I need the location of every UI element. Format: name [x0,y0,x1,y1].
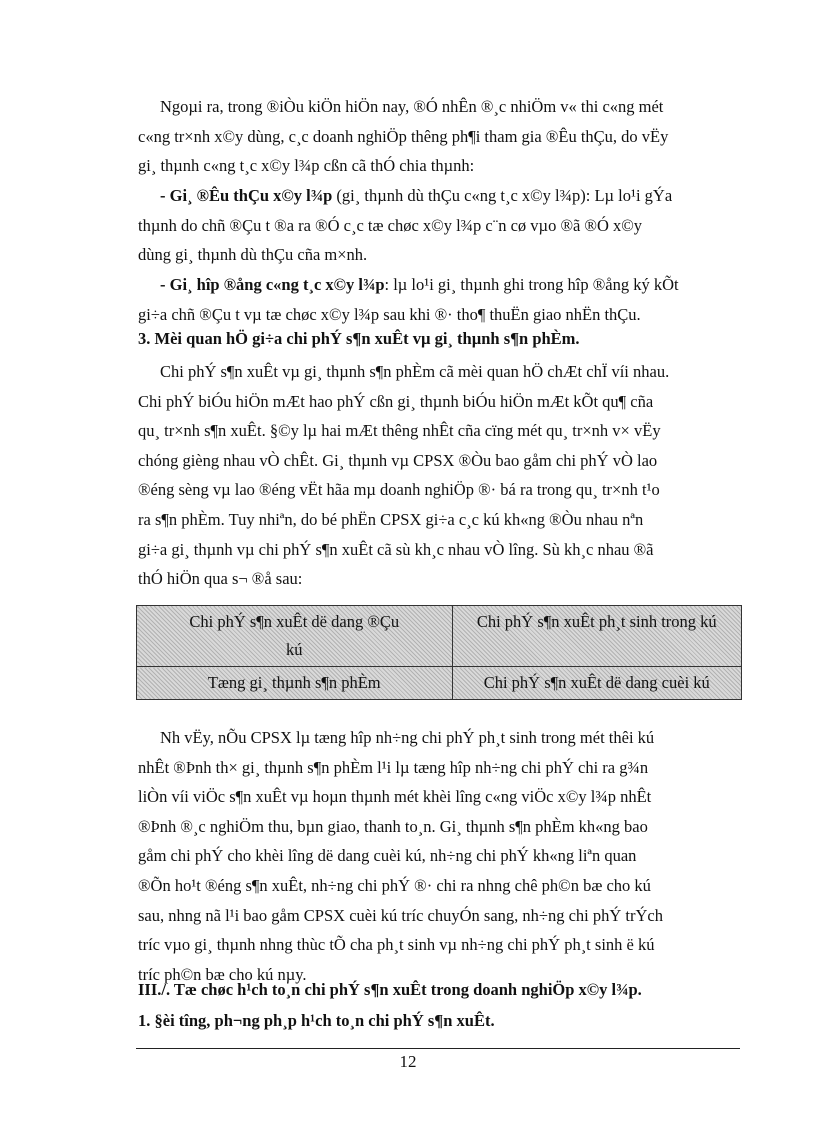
text-line: Nh vËy, nÕu CPSX lµ tæng hîp nh÷ng chi phÝ ph¸t sinh trong mét thêi kú [160,728,655,747]
text-run: (gi¸ thµnh dù thÇu c«ng t¸c x©y l¾p): Lµ lo¹i gÝa [332,186,673,205]
text-run: : lµ lo¹i gi¸ thµnh ghi trong hîp ®ång ký kÕt [384,275,679,294]
text-line: chóng gièng nhau vÒ chÊt. Gi¸ thµnh vµ CPSX ®Òu bao gåm chi phÝ vÒ lao [138,450,658,470]
page-number: 12 [399,1052,417,1071]
text-line: Chi phÝ s¶n xuÊt vµ gi¸ thµnh s¶n phÈm cã mèi quan hÖ chÆt chÏ víi nhau. [160,362,670,381]
text-line: qu¸ tr×nh s¶n xuÊt. §©y lµ hai mÆt thêng nhÊt cña cïng mét qu¸ tr×nh v× vËy [138,421,661,441]
cell-opening-wip-cost [137,606,453,667]
bold-term: - Gi¸ hîp ®ång c«ng t¸c x©y l¾p [160,275,385,294]
text-line: gi÷a chñ ®Çu t vµ tæ chøc x©y l¾p sau khi ®· tho¶ thuËn giao nhËn thÇu. [138,304,641,324]
text-line: gi÷a gi¸ thµnh vµ chi phÝ s¶n xuÊt cã sù kh¸c nhau vÒ lîng. Sù kh¸c nhau ®ã [138,539,654,559]
text-line: dùng gi¸ thµnh dù thÇu cña m×nh. [138,245,368,265]
text-line [138,270,742,300]
table-row [137,606,742,667]
text-line: ®éng sèng vµ lao ®éng vËt hãa mµ doanh nghiÖp ®· bá ra trong qu¸ tr×nh t¹o [138,480,660,500]
paragraph-relationship [138,357,742,594]
text-line: Chi phÝ biÓu hiÖn mÆt hao phÝ cßn gi¸ thµnh biÓu hiÖn mÆt kÕt qu¶ cña [138,391,654,411]
cell-text: kú [286,640,303,659]
cell-closing-wip-cost: Chi phÝ s¶n xuÊt dë dang cuèi kú [452,667,742,700]
paragraph-conclusion [138,723,742,989]
text-line: ®Þnh ®¸c nghiÖm thu, bµn giao, thanh to¸n. Gi¸ thµnh s¶n phÈm kh«ng bao [138,816,648,836]
text-line: tríc vµo gi¸ thµnh nhng thùc tÕ cha ph¸t sinh vµ nh÷ng chi phÝ ph¸t sinh ë kú [138,935,655,955]
section-heading-3: 3. Mèi quan hÖ gi÷a chi phÝ s¶n xuÊt vµ gi¸ thµnh s¶n phÈm. [138,329,580,348]
table-row [137,667,742,700]
text-line: gi¸ thµnh c«ng t¸c x©y l¾p cßn cã thÓ chia thµnh: [138,156,475,176]
paragraph-intro [138,92,742,181]
text-line: ra s¶n phÈm. Tuy nhiªn, do bé phËn CPSX gi÷a c¸c kú kh«ng ®Òu nhau nªn [138,509,644,529]
text-line: Ngoµi ra, trong ®iÒu kiÖn hiÖn nay, ®Ó nhÊn ®¸c nhiÖm v« thi c«ng mét [160,97,664,116]
bold-term: - Gi¸ ®Êu thÇu x©y l¾p [160,186,333,205]
text-line: liÒn víi viÖc s¶n xuÊt vµ hoµn thµnh mét khèi lîng c«ng viÖc x©y l¾p nhÊt [138,787,652,807]
cell-text: Chi phÝ s¶n xuÊt dë dang ®Çu [189,612,400,631]
paragraph-bid-price [138,181,742,270]
text-line: gåm chi phÝ cho khèi lîng dë dang cuèi kú, nh÷ng chi phÝ kh«ng liªn quan [138,846,637,866]
text-line: c«ng tr×nh x©y dùng, c¸c doanh nghiÖp thêng ph¶i tham gia ®Êu thÇu, do vËy [138,126,669,146]
section-heading-III: III./. Tæ chøc h¹ch to¸n chi phÝ s¶n xuÊt trong doanh nghiÖp x©y l¾p. [138,980,642,999]
cell-period-cost: Chi phÝ s¶n xuÊt ph¸t sinh trong kú [452,606,742,667]
text-line: sau, nhng nã l¹i bao gåm CPSX cuèi kú tríc chuyÓn sang, nh÷ng chi phÝ trÝch [138,905,663,925]
text-line: ®Õn ho¹t ®éng s¶n xuÊt, nh÷ng chi phÝ ®· chi ra nhng chê ph©n bæ cho kú [138,875,651,895]
text-line: tríc ph©n bæ cho kú nµy. [138,964,307,984]
cell-total-product-cost: Tæng gi¸ thµnh s¶n phÈm [137,667,453,700]
text-line: thµnh do chñ ®Çu t ®a ra ®Ó c¸c tæ chøc x©y l¾p c¨n cø vµo ®ã ®Ó x©y [138,215,643,235]
footer-divider [136,1048,740,1049]
text-line: nhÊt ®Þnh th× gi¸ thµnh s¶n phÈm l¹i lµ tæng hîp nh÷ng chi phÝ chi ra g¾n [138,757,649,777]
text-line: thÓ hiÖn qua s¬ ®å sau: [138,569,303,589]
cost-diagram-table [136,605,742,700]
paragraph-contract-price [138,270,742,329]
section-heading-1: 1. §èi tîng, ph¬ng ph¸p h¹ch to¸n chi phÝ s¶n xuÊt. [138,1011,495,1030]
text-line [138,181,742,211]
